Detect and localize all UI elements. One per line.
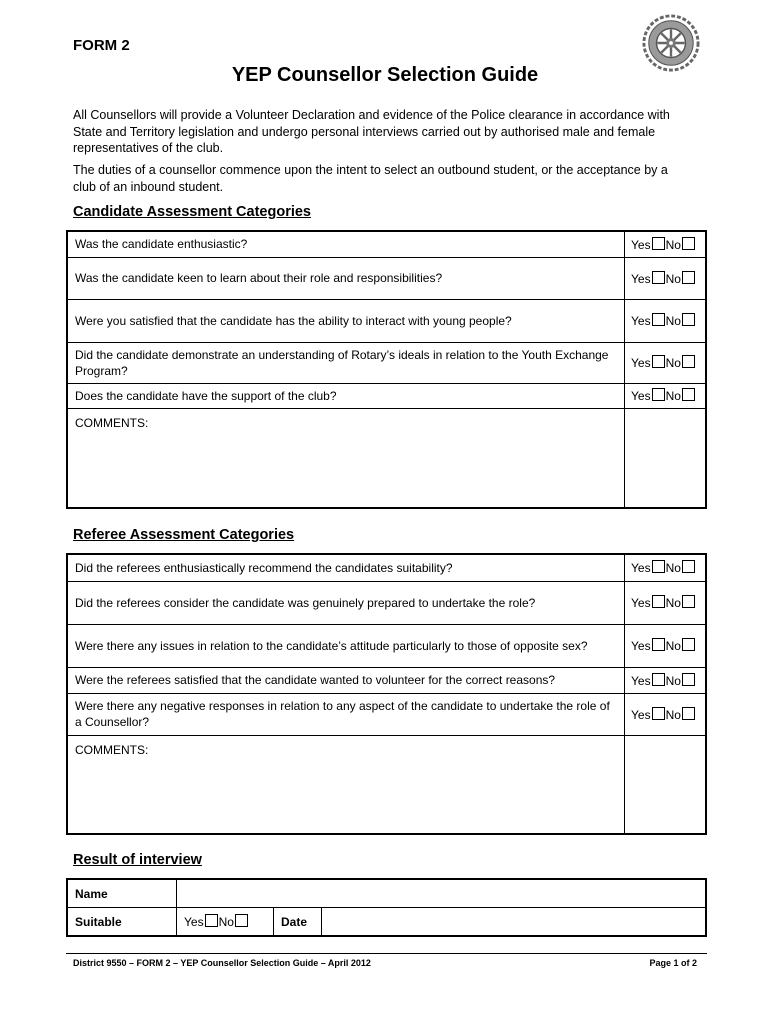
no-checkbox[interactable] xyxy=(682,638,695,651)
yes-no-answer xyxy=(625,667,707,693)
comments-label: COMMENTS: xyxy=(75,415,149,430)
table-row xyxy=(67,667,706,693)
question-text: Was the candidate keen to learn about their role and responsibilities? xyxy=(67,257,625,299)
yes-label: Yes xyxy=(631,561,651,576)
no-label: No xyxy=(665,356,681,370)
yes-no-answer xyxy=(625,342,707,383)
yes-checkbox[interactable] xyxy=(652,673,665,686)
no-label: No xyxy=(665,389,681,403)
yes-no-answer xyxy=(625,581,707,624)
yes-label: Yes xyxy=(631,356,651,370)
no-label: No xyxy=(665,237,681,252)
table-row xyxy=(67,383,706,408)
table-row xyxy=(67,693,706,735)
comments-label: COMMENTS: xyxy=(75,742,149,757)
intro-paragraph-1: All Counsellors will provide a Volunteer Declaration and evidence of the Police clearance in accordance with State and Territory legislation and undergo personal interviews carried out by authorised male and female representatives of the club. xyxy=(73,108,670,155)
no-label: No xyxy=(665,673,681,688)
no-label: No xyxy=(218,915,234,929)
no-checkbox[interactable] xyxy=(682,560,695,573)
question-text: Does the candidate have the support of the club? xyxy=(67,383,625,408)
comments-side-cell xyxy=(625,735,707,834)
no-checkbox[interactable] xyxy=(682,673,695,686)
suitable-label: Suitable xyxy=(67,908,177,937)
yes-label: Yes xyxy=(631,707,651,722)
yes-checkbox[interactable] xyxy=(652,638,665,651)
yes-no-answer xyxy=(625,693,707,735)
comments-row xyxy=(67,735,706,834)
yes-label: Yes xyxy=(631,389,651,403)
date-label: Date xyxy=(274,908,322,937)
yes-label: Yes xyxy=(184,915,204,929)
yes-checkbox[interactable] xyxy=(652,355,665,368)
no-checkbox[interactable] xyxy=(682,355,695,368)
table-row xyxy=(67,908,706,937)
comments-side-cell xyxy=(625,408,707,508)
yes-checkbox[interactable] xyxy=(205,914,218,927)
no-label: No xyxy=(665,271,681,286)
no-checkbox[interactable] xyxy=(682,313,695,326)
question-text: Were the referees satisfied that the candidate wanted to volunteer for the correct reasons? xyxy=(67,667,625,693)
yes-no-answer xyxy=(625,231,707,257)
referee-section-heading: Referee Assessment Categories xyxy=(73,527,295,543)
result-table xyxy=(66,878,707,937)
suitable-answer xyxy=(177,908,274,937)
table-row xyxy=(67,879,706,908)
yes-label: Yes xyxy=(631,673,651,688)
result-section-heading: Result of interview xyxy=(73,852,202,868)
yes-checkbox[interactable] xyxy=(652,271,665,284)
question-text: Did the referees enthusiastically recommend the candidates suitability? xyxy=(67,554,625,581)
referee-assessment-table xyxy=(66,553,707,835)
yes-no-answer xyxy=(625,624,707,667)
table-row xyxy=(67,554,706,581)
no-checkbox[interactable] xyxy=(682,707,695,720)
no-label: No xyxy=(665,639,681,653)
yes-no-answer xyxy=(625,299,707,342)
no-checkbox[interactable] xyxy=(682,388,695,401)
name-field[interactable] xyxy=(177,879,707,908)
no-checkbox[interactable] xyxy=(682,271,695,284)
yes-checkbox[interactable] xyxy=(652,388,665,401)
footer-document-info: District 9550 – FORM 2 – YEP Counsellor Selection Guide – April 2012 xyxy=(73,958,371,968)
no-checkbox[interactable] xyxy=(682,595,695,608)
yes-checkbox[interactable] xyxy=(652,707,665,720)
footer-divider xyxy=(66,953,707,954)
yes-checkbox[interactable] xyxy=(652,237,665,250)
yes-label: Yes xyxy=(631,237,651,252)
yes-checkbox[interactable] xyxy=(652,560,665,573)
yes-label: Yes xyxy=(631,314,651,328)
table-row xyxy=(67,581,706,624)
no-label: No xyxy=(665,561,681,576)
candidate-assessment-table xyxy=(66,230,707,509)
question-text: Were there any issues in relation to the candidate’s attitude particularly to those of opposite sex? xyxy=(67,624,625,667)
no-checkbox[interactable] xyxy=(235,914,248,927)
yes-label: Yes xyxy=(631,271,651,286)
yes-no-answer xyxy=(625,257,707,299)
question-text: Did the candidate demonstrate an understanding of Rotary’s ideals in relation to the Youth Exchange Program? xyxy=(67,342,625,383)
form-label: FORM 2 xyxy=(73,37,130,54)
table-row xyxy=(67,299,706,342)
page-title: YEP Counsellor Selection Guide xyxy=(231,64,539,86)
yes-checkbox[interactable] xyxy=(652,595,665,608)
question-text: Were you satisfied that the candidate has the ability to interact with young people? xyxy=(67,299,625,342)
yes-checkbox[interactable] xyxy=(652,313,665,326)
yes-label: Yes xyxy=(631,639,651,653)
date-field[interactable] xyxy=(322,908,707,937)
candidate-section-heading: Candidate Assessment Categories xyxy=(73,204,311,220)
table-row xyxy=(67,624,706,667)
yes-label: Yes xyxy=(631,596,651,610)
table-row xyxy=(67,231,706,257)
intro-paragraph-2: The duties of a counsellor commence upon the intent to select an outbound student, or the acceptance by a club of an inbound student. xyxy=(73,163,668,194)
no-label: No xyxy=(665,707,681,722)
question-text: Was the candidate enthusiastic? xyxy=(67,231,625,257)
table-row xyxy=(67,257,706,299)
comments-field[interactable] xyxy=(67,735,625,834)
comments-field[interactable] xyxy=(67,408,625,508)
comments-row xyxy=(67,408,706,508)
question-text: Were there any negative responses in relation to any aspect of the candidate to undertake the role of a Counsellor? xyxy=(67,693,625,735)
yes-no-answer xyxy=(625,383,707,408)
no-checkbox[interactable] xyxy=(682,237,695,250)
yes-no-answer xyxy=(625,554,707,581)
table-row xyxy=(67,342,706,383)
no-label: No xyxy=(665,596,681,610)
no-label: No xyxy=(665,314,681,328)
name-label: Name xyxy=(67,879,177,908)
footer-page-number: Page 1 of 2 xyxy=(649,958,697,968)
question-text: Did the referees consider the candidate was genuinely prepared to undertake the role? xyxy=(67,581,625,624)
